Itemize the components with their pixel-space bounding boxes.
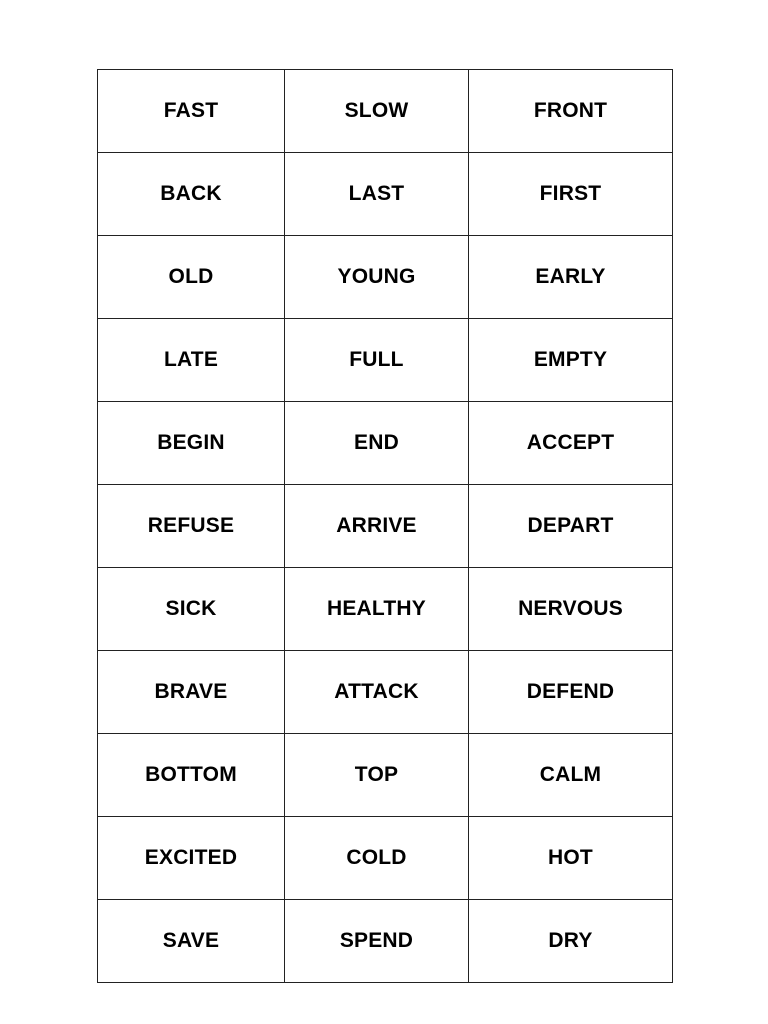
table-row — [98, 70, 673, 153]
table-row — [98, 402, 673, 485]
word-cell: EARLY — [469, 236, 673, 319]
table-row — [98, 236, 673, 319]
word-cell: REFUSE — [98, 485, 285, 568]
word-cell: EXCITED — [98, 817, 285, 900]
word-cell: SICK — [98, 568, 285, 651]
word-cell: BEGIN — [98, 402, 285, 485]
word-cell: FAST — [98, 70, 285, 153]
word-cell: OLD — [98, 236, 285, 319]
word-cell: LAST — [285, 153, 469, 236]
word-cell: BACK — [98, 153, 285, 236]
word-cell: ACCEPT — [469, 402, 673, 485]
word-cell: END — [285, 402, 469, 485]
word-cell: ARRIVE — [285, 485, 469, 568]
word-cell: FRONT — [469, 70, 673, 153]
table-row — [98, 319, 673, 402]
table-row — [98, 568, 673, 651]
table-row — [98, 651, 673, 734]
table-row — [98, 734, 673, 817]
word-cell: EMPTY — [469, 319, 673, 402]
word-cell: CALM — [469, 734, 673, 817]
word-cell: NERVOUS — [469, 568, 673, 651]
word-cell: SPEND — [285, 900, 469, 983]
word-cell: FULL — [285, 319, 469, 402]
word-cell: LATE — [98, 319, 285, 402]
word-table — [97, 69, 673, 983]
table-row — [98, 817, 673, 900]
word-cell: BRAVE — [98, 651, 285, 734]
word-cell: BOTTOM — [98, 734, 285, 817]
word-cell: DEPART — [469, 485, 673, 568]
word-cell: SLOW — [285, 70, 469, 153]
word-cell: COLD — [285, 817, 469, 900]
table-row — [98, 153, 673, 236]
word-cell: SAVE — [98, 900, 285, 983]
table-row — [98, 900, 673, 983]
word-cell: FIRST — [469, 153, 673, 236]
word-cell: TOP — [285, 734, 469, 817]
word-cell: DEFEND — [469, 651, 673, 734]
table-row — [98, 485, 673, 568]
word-cell: HEALTHY — [285, 568, 469, 651]
word-cell: HOT — [469, 817, 673, 900]
word-cell: YOUNG — [285, 236, 469, 319]
word-cell: ATTACK — [285, 651, 469, 734]
word-cell: DRY — [469, 900, 673, 983]
word-card-sheet — [97, 69, 672, 979]
